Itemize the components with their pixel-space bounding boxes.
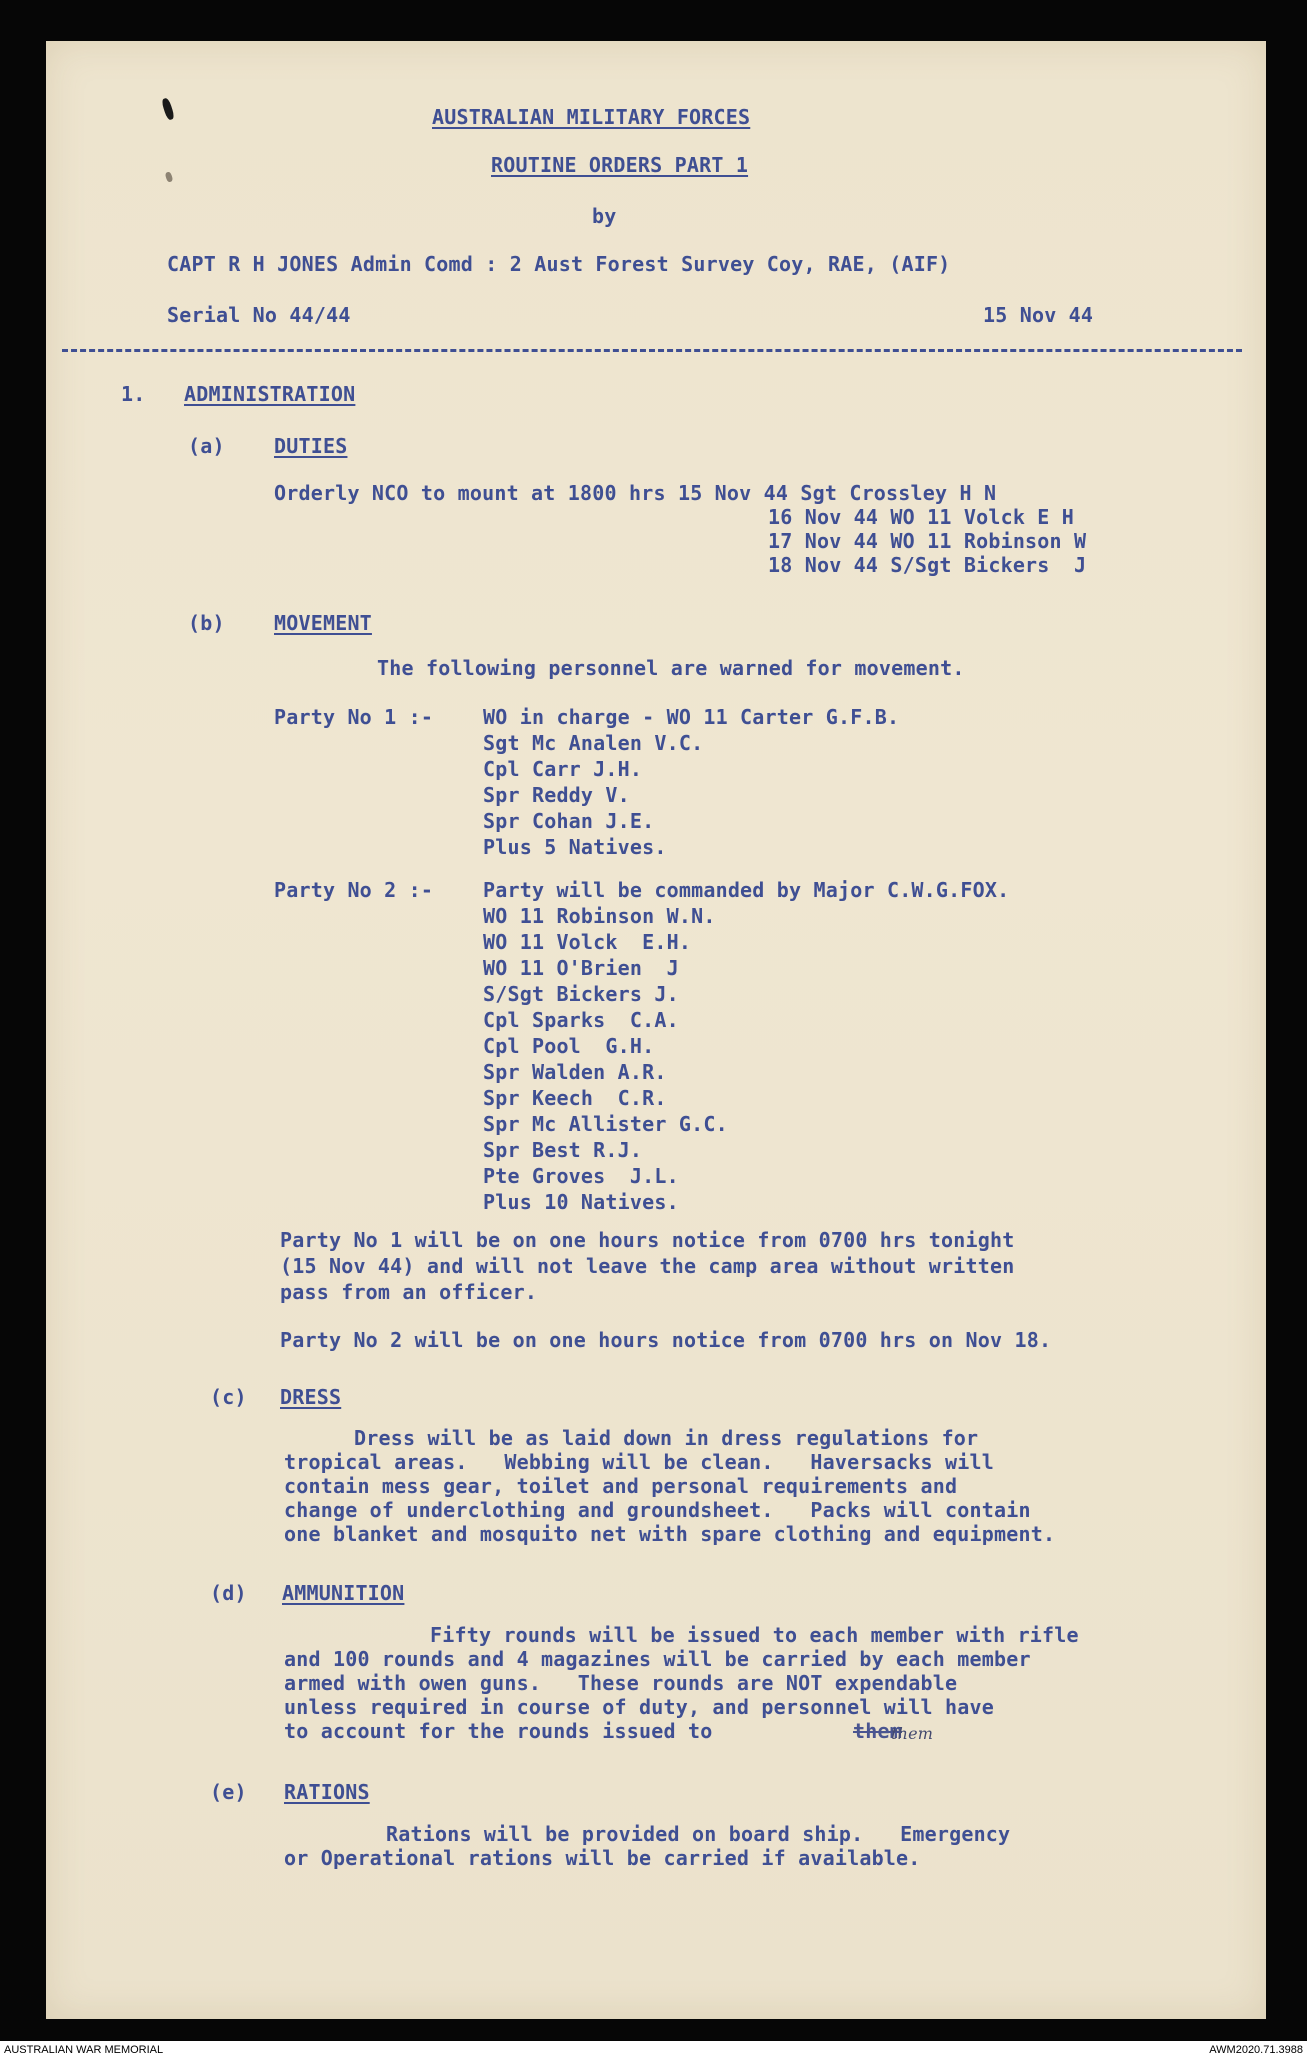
party-2-member: WO 11 Volck E.H. — [483, 930, 692, 954]
rations-heading: RATIONS — [284, 1780, 370, 1804]
document-title: AUSTRALIAN MILITARY FORCES — [432, 105, 751, 129]
movement-heading: MOVEMENT — [274, 611, 372, 635]
party-1-member: Plus 5 Natives. — [483, 835, 667, 859]
dress-letter: (c) — [210, 1385, 247, 1409]
movement-letter: (b) — [188, 611, 225, 635]
rations-text-line: or Operational rations will be carried if available. — [284, 1846, 921, 1870]
party-2-member: Spr Best R.J. — [483, 1138, 643, 1162]
party-2-member: Pte Groves J.L. — [483, 1164, 679, 1188]
party-2-member: Spr Mc Allister G.C. — [483, 1112, 728, 1136]
rations-letter: (e) — [210, 1780, 247, 1804]
party-2-notice: Party No 2 will be on one hours notice from 0700 hrs on Nov 18. — [280, 1328, 1052, 1352]
party-1-notice-line: (15 Nov 44) and will not leave the camp area without written — [280, 1254, 1015, 1278]
party-2-member: Party will be commanded by Major C.W.G.FOX. — [483, 878, 1010, 902]
party-2-member: Plus 10 Natives. — [483, 1190, 679, 1214]
party-2-member: S/Sgt Bickers J. — [483, 982, 679, 1006]
archive-reference: AWM2020.71.3988 — [1209, 2044, 1303, 2056]
movement-intro: The following personnel are warned for movement. — [377, 656, 965, 680]
dress-text-line: change of underclothing and groundsheet. Packs will contain — [284, 1498, 1031, 1522]
party-1-label: Party No 1 :- — [274, 705, 434, 729]
section-title: ADMINISTRATION — [184, 382, 356, 406]
party-1-member: WO in charge - WO 11 Carter G.F.B. — [483, 705, 900, 729]
duty-roster-line: 16 Nov 44 WO 11 Volck E H — [768, 505, 1075, 529]
order-date: 15 Nov 44 — [983, 303, 1094, 327]
party-1-member: Cpl Carr J.H. — [483, 757, 643, 781]
dress-text-line: contain mess gear, toilet and personal requirements and — [284, 1474, 958, 1498]
duty-roster-line: 17 Nov 44 WO 11 Robinson W — [768, 529, 1087, 553]
party-2-member: WO 11 O'Brien J — [483, 956, 679, 980]
dress-heading: DRESS — [280, 1385, 342, 1409]
dress-text-line: tropical areas. Webbing will be clean. Haversacks will — [284, 1450, 994, 1474]
party-1-notice-line: pass from an officer. — [280, 1280, 538, 1304]
party-1-member: Spr Reddy V. — [483, 783, 630, 807]
ammunition-heading: AMMUNITION — [282, 1581, 405, 1605]
party-1-notice-line: Party No 1 will be on one hours notice from 0700 hrs tonight — [280, 1228, 1015, 1252]
party-2-member: Cpl Pool G.H. — [483, 1034, 655, 1058]
ammunition-text-line: armed with owen guns. These rounds are NOT expendable — [284, 1671, 958, 1695]
duty-roster-line: Orderly NCO to mount at 1800 hrs 15 Nov 44 Sgt Crossley H N — [274, 481, 997, 505]
ammunition-text-line: Fifty rounds will be issued to each member with rifle — [430, 1623, 1079, 1647]
party-2-member: Cpl Sparks C.A. — [483, 1008, 679, 1032]
ammunition-text-line: unless required in course of duty, and personnel will have — [284, 1695, 994, 1719]
party-2-member: WO 11 Robinson W.N. — [483, 904, 716, 928]
handwritten-correction: them — [891, 1724, 934, 1743]
duties-heading: DUTIES — [274, 434, 348, 458]
ammunition-letter: (d) — [210, 1581, 247, 1605]
party-2-member: Spr Keech C.R. — [483, 1086, 667, 1110]
struck-out-word: them — [853, 1719, 902, 1743]
duty-roster-line: 18 Nov 44 S/Sgt Bickers J — [768, 553, 1087, 577]
party-1-member: Sgt Mc Analen V.C. — [483, 731, 704, 755]
dress-text-line: one blanket and mosquito net with spare clothing and equipment. — [284, 1522, 1056, 1546]
party-2-member: Spr Walden A.R. — [483, 1060, 667, 1084]
party-1-member: Spr Cohan J.E. — [483, 809, 655, 833]
by-label: by — [592, 204, 617, 228]
section-number: 1. — [121, 382, 146, 406]
archive-footer — [0, 2041, 1307, 2061]
issuer-line: CAPT R H JONES Admin Comd : 2 Aust Forest Survey Coy, RAE, (AIF) — [167, 252, 951, 276]
document-subtitle: ROUTINE ORDERS PART 1 — [491, 153, 749, 177]
serial-number: Serial No 44/44 — [167, 303, 351, 327]
dress-text-line: Dress will be as laid down in dress regulations for — [354, 1426, 979, 1450]
ammunition-text-line: to account for the rounds issued to — [284, 1719, 725, 1743]
archive-name: AUSTRALIAN WAR MEMORIAL — [4, 2044, 164, 2056]
ammunition-text-line: and 100 rounds and 4 magazines will be carried by each member — [284, 1647, 1031, 1671]
rations-text-line: Rations will be provided on board ship. Emergency — [386, 1822, 1011, 1846]
header-divider — [62, 349, 1242, 352]
duties-letter: (a) — [188, 434, 225, 458]
party-2-label: Party No 2 :- — [274, 878, 434, 902]
